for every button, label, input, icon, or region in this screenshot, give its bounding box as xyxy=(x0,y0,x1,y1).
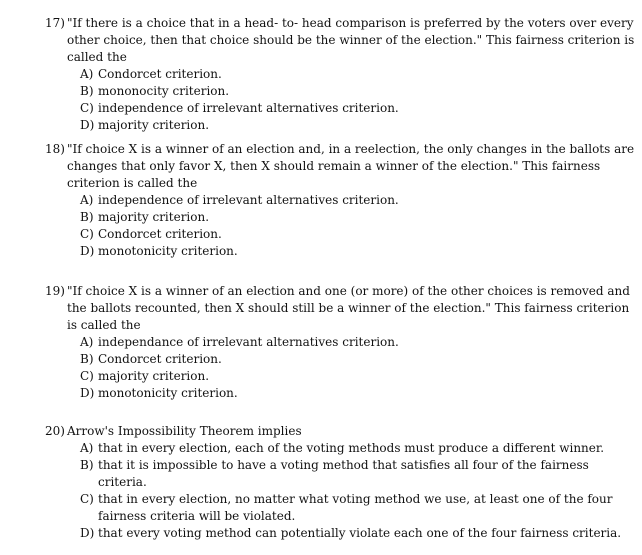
option-text: Condorcet criterion. xyxy=(98,67,222,81)
option-c xyxy=(0,226,642,243)
option-text: majority criterion. xyxy=(98,210,210,224)
question-text: Arrow's Impossibility Theorem implies xyxy=(67,424,302,438)
option-text: independence of irrelevant alternatives criterion. xyxy=(98,101,399,115)
option-label: D) xyxy=(80,118,95,132)
question-number: 17) xyxy=(45,16,65,30)
option-label: A) xyxy=(80,335,94,349)
option-a xyxy=(0,334,642,351)
option-text: Condorcet criterion. xyxy=(98,352,222,366)
option-label: C) xyxy=(80,369,94,383)
option-text: majority criterion. xyxy=(98,118,210,132)
option-label: B) xyxy=(80,210,94,224)
option-c xyxy=(0,368,642,385)
question-text: "If choice X is a winner of an election and, in a reelection, the only changes in the ballots are changes that only favor X, then X should remain a winner of the election." This fairness criterion is called the xyxy=(67,142,635,190)
answer-options xyxy=(0,334,642,402)
option-text: independance of irrelevant alternatives criterion. xyxy=(98,335,399,349)
option-b xyxy=(0,83,642,100)
option-text: mononocity criterion. xyxy=(98,84,230,98)
option-d xyxy=(0,243,642,260)
question-number: 19) xyxy=(45,284,65,298)
option-label: C) xyxy=(80,227,94,241)
option-label: D) xyxy=(80,244,95,258)
option-text: that in every election, each of the voting methods must produce a different winner. xyxy=(98,441,605,455)
option-d xyxy=(0,117,642,134)
option-text: that every voting method can potentially violate each one of the four fairness criteria. xyxy=(98,526,622,540)
option-label: A) xyxy=(80,441,94,455)
option-label: B) xyxy=(80,84,94,98)
option-c xyxy=(0,100,642,117)
question-20 xyxy=(0,423,642,542)
answer-options xyxy=(0,192,642,260)
option-label: A) xyxy=(80,67,94,81)
question-text: "If choice X is a winner of an election and one (or more) of the other choices is removed and the ballots recounted, then X should still be a winner of the election." This fairness criterion is called the xyxy=(67,284,630,332)
option-d xyxy=(0,525,642,542)
option-label: C) xyxy=(80,492,94,506)
option-label: A) xyxy=(80,193,94,207)
answer-options xyxy=(0,66,642,134)
question-stem xyxy=(0,283,642,334)
question-18 xyxy=(0,141,642,260)
option-label: D) xyxy=(80,386,95,400)
question-stem xyxy=(0,15,642,66)
question-19 xyxy=(0,283,642,402)
option-label: D) xyxy=(80,526,95,540)
question-17 xyxy=(0,15,642,134)
option-text: that in every election, no matter what voting method we use, at least one of the four fairness criteria will be violated. xyxy=(98,492,613,523)
option-d xyxy=(0,385,642,402)
option-c xyxy=(0,491,642,525)
option-a xyxy=(0,440,642,457)
question-number: 18) xyxy=(45,142,65,156)
option-text: that it is impossible to have a voting method that satisfies all four of the fairness criteria. xyxy=(98,458,589,489)
question-text: "If there is a choice that in a head- to- head comparison is preferred by the voters over every other choice, then that choice should be the winner of the election." This fairness criterion is called the xyxy=(67,16,635,64)
option-text: monotonicity criterion. xyxy=(98,244,238,258)
option-label: C) xyxy=(80,101,94,115)
answer-options xyxy=(0,440,642,542)
question-number: 20) xyxy=(45,424,65,438)
option-label: B) xyxy=(80,458,94,472)
question-stem xyxy=(0,141,642,192)
option-text: independence of irrelevant alternatives criterion. xyxy=(98,193,399,207)
option-text: majority criterion. xyxy=(98,369,210,383)
option-label: B) xyxy=(80,352,94,366)
option-b xyxy=(0,351,642,368)
option-b xyxy=(0,209,642,226)
question-stem xyxy=(0,423,642,440)
option-text: Condorcet criterion. xyxy=(98,227,222,241)
option-b xyxy=(0,457,642,491)
option-text: monotonicity criterion. xyxy=(98,386,238,400)
option-a xyxy=(0,192,642,209)
option-a xyxy=(0,66,642,83)
